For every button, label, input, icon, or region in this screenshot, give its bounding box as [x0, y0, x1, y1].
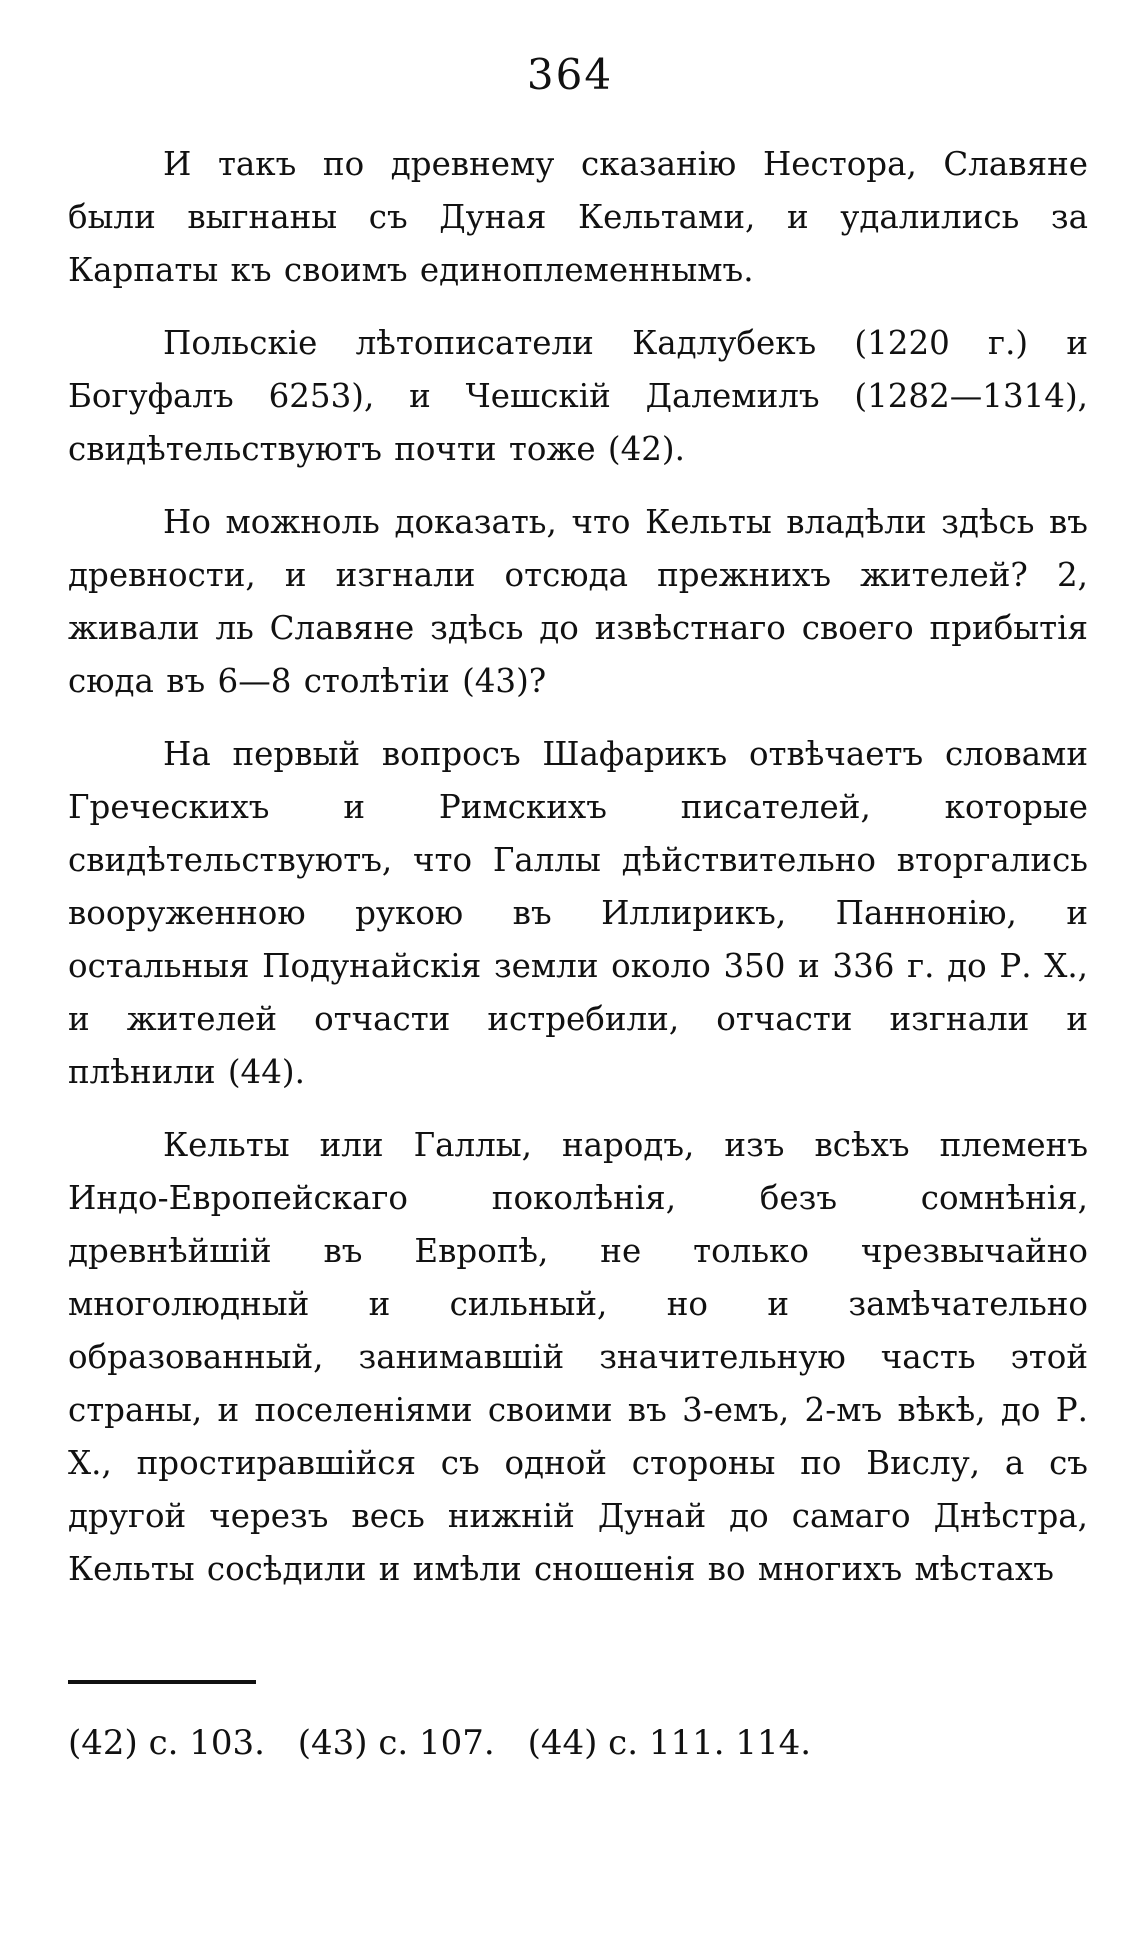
- body-text: [68, 138, 1088, 1616]
- footnote-44: (44) с. 111. 114.: [527, 1723, 812, 1763]
- paragraph-question: Но можноль доказать, что Кельты владѣли здѣсь въ древности, и изгнали отсюда прежнихъ жителей? 2, живали ль Славяне здѣсь до извѣстнаго своего прибытія сюда въ 6—8 столѣтіи (43)?: [68, 503, 1088, 700]
- paragraph-nestor: И такъ по древнему сказанію Нестора, Славяне были выгнаны съ Дуная Кельтами, и удалились за Карпаты къ своимъ единоплеменнымъ.: [68, 145, 1088, 289]
- footnote-42: (42) с. 103.: [68, 1723, 265, 1763]
- paragraph-answer: На первый вопросъ Шафарикъ отвѣчаетъ словами Греческихъ и Римскихъ писателей, которые свидѣтельствуютъ, что Галлы дѣйствительно вторгались вооруженною рукою въ Иллирикъ, Паннонію, и остальныя Подунайскія земли около 350 и 336 г. до Р. Х., и жителей отчасти истребили, отчасти изгнали и плѣнили (44).: [68, 735, 1088, 1091]
- paragraph-chroniclers: Польскіе лѣтописатели Кадлубекъ (1220 г.) и Богуфалъ 6253), и Чешскій Далемилъ (1282—1314), свидѣтельствуютъ почти тоже (42).: [68, 324, 1088, 468]
- footnotes: [68, 1720, 833, 1766]
- paragraph-celts: Кельты или Галлы, народъ, изъ всѣхъ племенъ Индо-Европейскаго поколѣнія, безъ сомнѣнія, древнѣйшій въ Европѣ, не только чрезвычайно многолюдный и сильный, но и замѣчательно образованный, занимавшій значительную часть этой страны, и поселеніями своими въ 3-емъ, 2-мъ вѣкѣ, до Р. Х., простиравшійся съ одной стороны по Вислу, а съ другой черезъ весь нижній Дунай до самаго Днѣстра, Кельты сосѣдили и имѣли сношенія во многихъ мѣстахъ: [68, 1126, 1088, 1588]
- page-number: 364: [526, 50, 614, 99]
- footnote-divider: [68, 1680, 256, 1684]
- footnote-43: (43) с. 107.: [297, 1723, 495, 1763]
